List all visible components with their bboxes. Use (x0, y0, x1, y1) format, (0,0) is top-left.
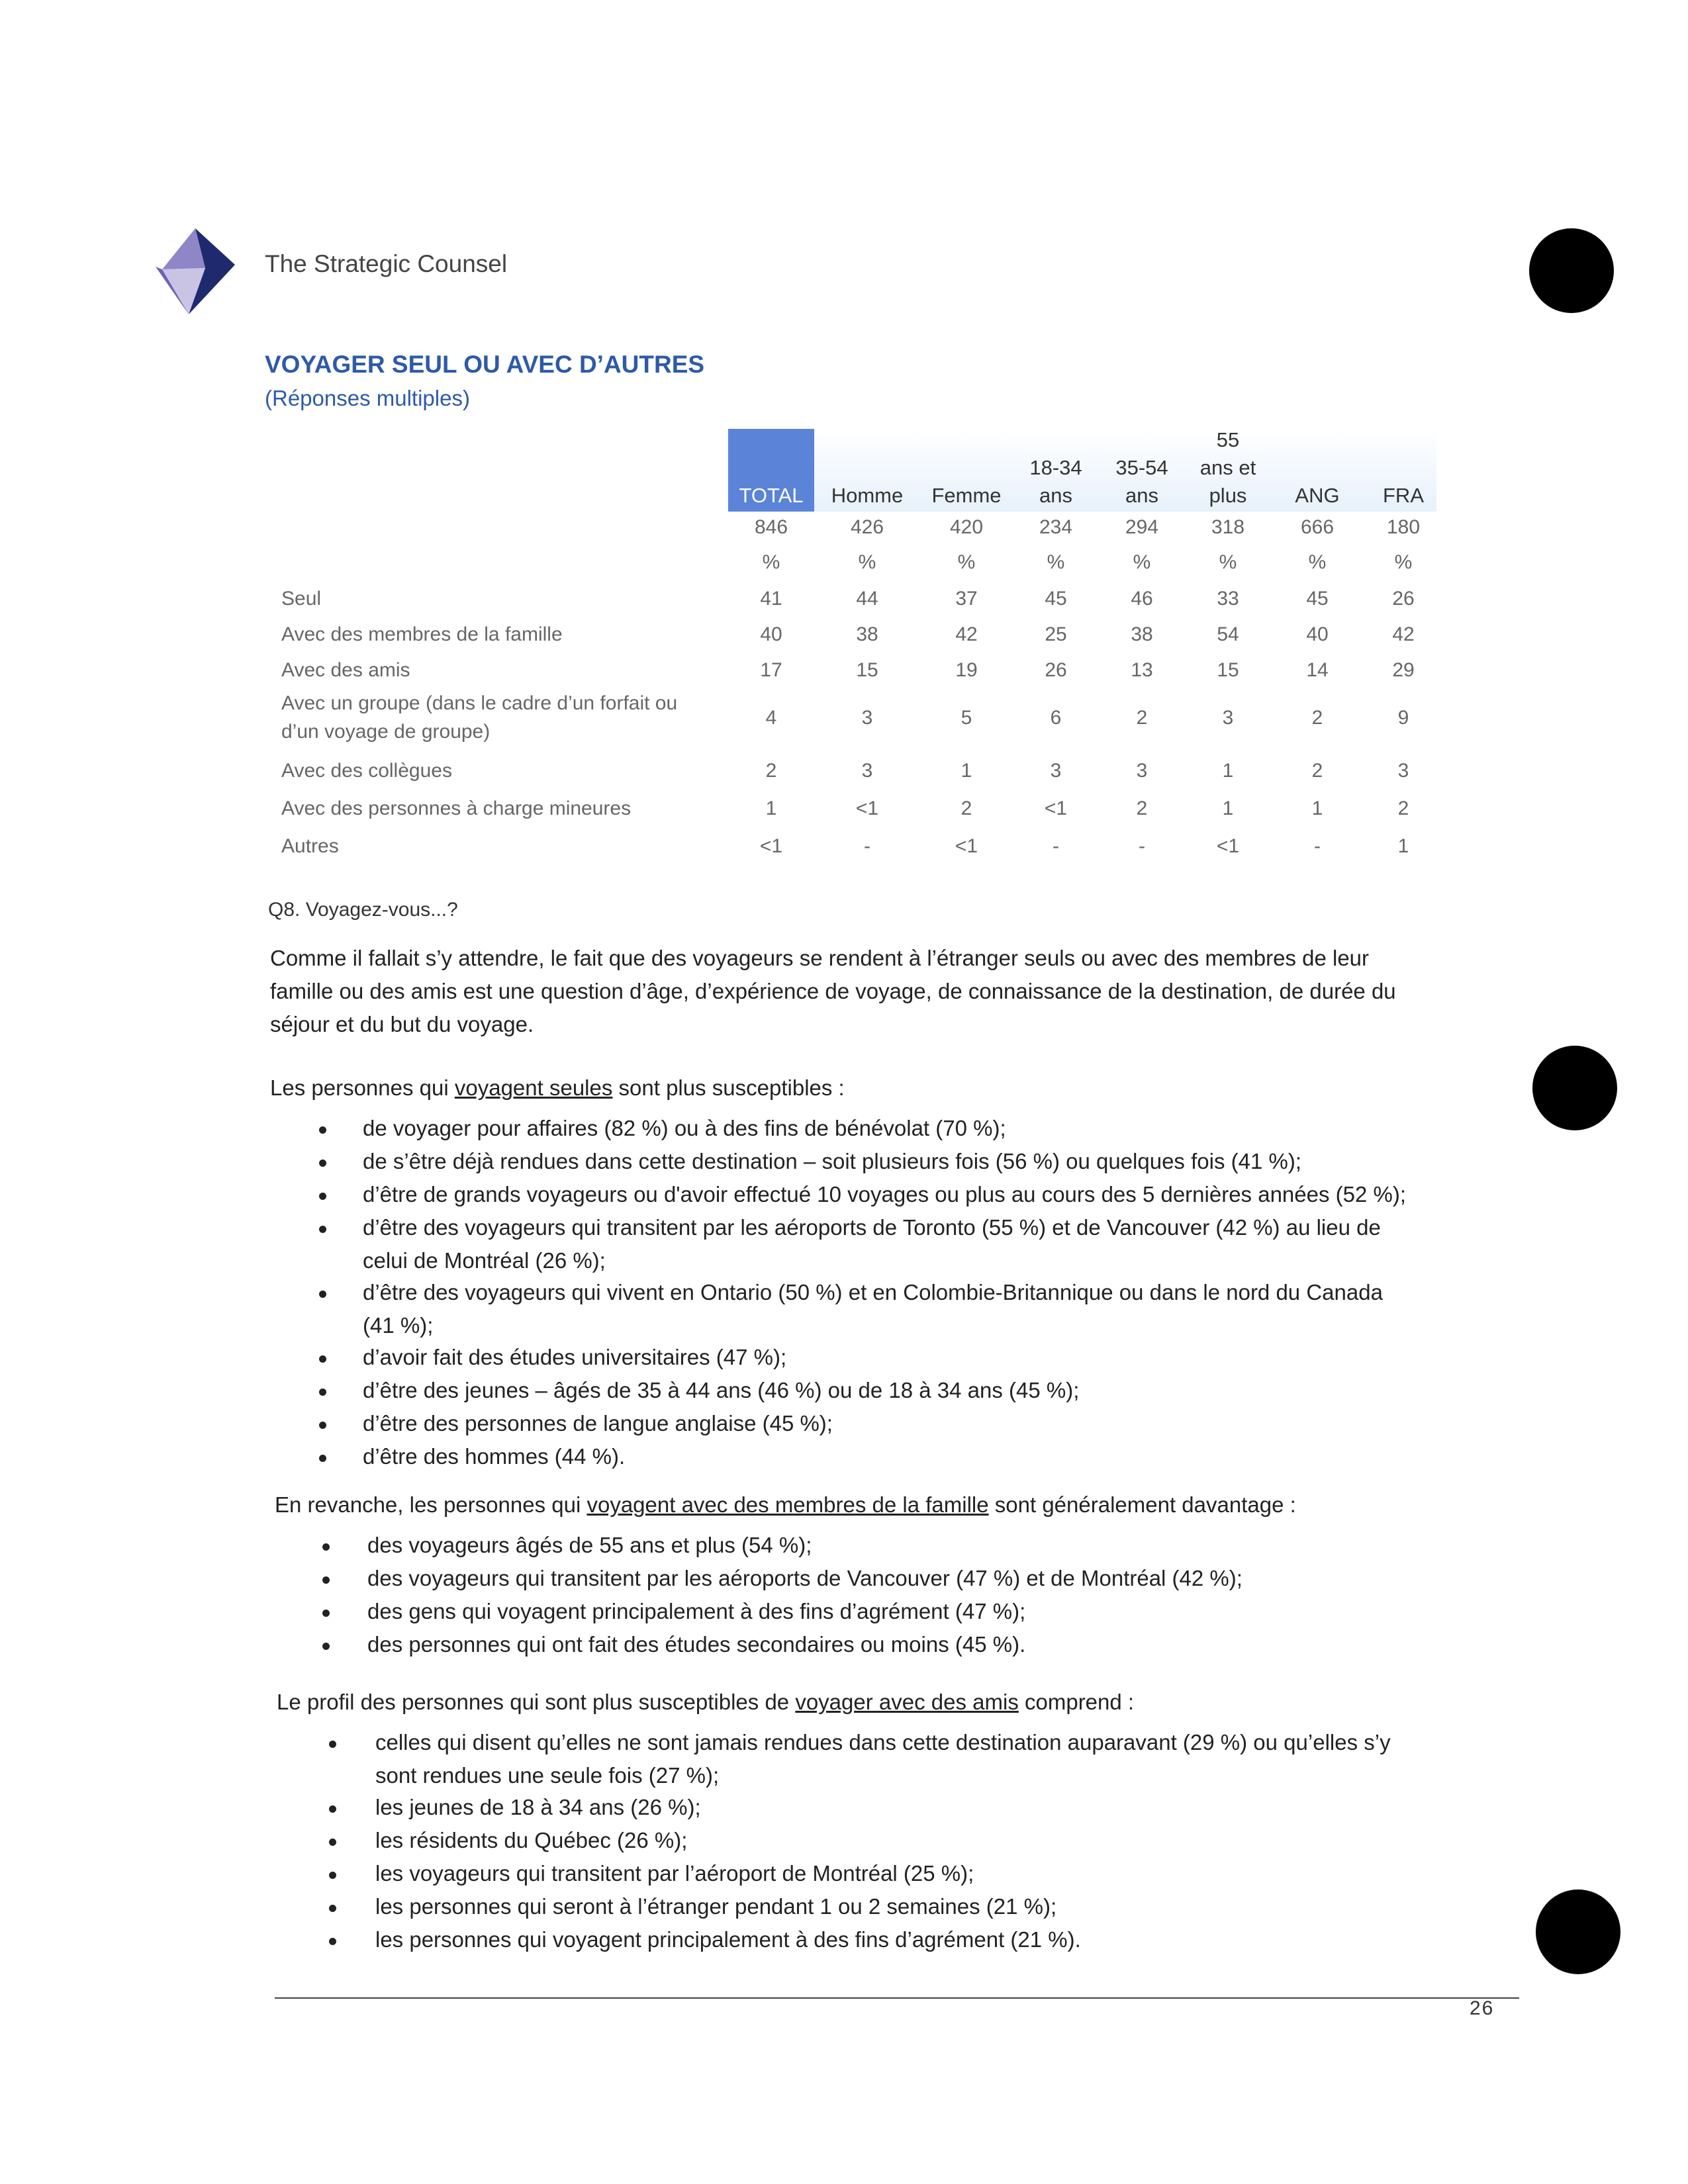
table-cell: 29 (1392, 659, 1415, 681)
column-header (1360, 482, 1446, 510)
column-header (728, 482, 814, 510)
row-label (281, 620, 718, 649)
bullet-dot-icon (329, 1872, 336, 1879)
row-label-line: Autres (281, 835, 339, 857)
column-header (923, 482, 1009, 510)
table-cell: 2 (1311, 707, 1323, 729)
row-label (281, 689, 718, 746)
percent-symbol: % (1308, 551, 1327, 573)
list-item (375, 1824, 687, 1857)
list-item-line: d’être des jeunes – âgés de 35 à 44 ans (46 %) ou de 18 à 34 ans (45 %); (363, 1378, 1080, 1402)
list-item (375, 1890, 1056, 1923)
table-cell: 6 (1050, 707, 1062, 729)
percent-symbol: % (1394, 551, 1413, 573)
bullet-dot-icon (319, 1126, 326, 1134)
list-item (375, 1791, 701, 1824)
list-item-line: les résidents du Québec (26 %); (375, 1828, 688, 1852)
section-lead-text: Les personnes qui (270, 1075, 455, 1100)
intro-paragraph-line: Comme il fallait s’y attendre, le fait que des voyageurs se rendent à l’étranger seuls ou avec des membres de leur (270, 946, 1370, 970)
table-cell: 13 (1131, 659, 1153, 681)
footer-rule (275, 1997, 1519, 1999)
table-cell: 1 (1222, 760, 1234, 782)
percent-symbol: % (1133, 551, 1151, 573)
table-cell: 41 (760, 588, 782, 610)
table-cell: 1 (1311, 797, 1323, 819)
percent-symbol: % (1047, 551, 1065, 573)
section-lead (275, 1492, 1296, 1518)
bullet-dot-icon (322, 1610, 330, 1617)
bullet-dot-icon (322, 1643, 330, 1650)
row-label-line: Avec des membres de la famille (281, 623, 563, 645)
table-cell: 42 (1392, 623, 1415, 645)
table-cell: <1 (1044, 797, 1068, 819)
bullet-dot-icon (329, 1938, 336, 1945)
row-label (281, 584, 718, 613)
table-cell: 3 (861, 707, 873, 729)
diamond-logo-icon (156, 228, 235, 314)
bullet-dot-icon (319, 1388, 326, 1396)
bullet-dot-icon (319, 1455, 326, 1462)
base-count: 318 (1211, 516, 1245, 538)
binder-hole (1536, 1889, 1620, 1974)
column-header-line: ans et (1199, 456, 1256, 479)
page-subtitle: (Réponses multiples) (265, 386, 470, 410)
bullet-dot-icon (319, 1226, 326, 1233)
column-header-line: 18-34 (1029, 456, 1082, 479)
list-item-line: (41 %); (363, 1313, 434, 1338)
column-header (1099, 454, 1185, 510)
column-header-line: ans (1125, 484, 1158, 507)
table-cell: - (1053, 835, 1059, 857)
list-item-line: les personnes qui seront à l’étranger pendant 1 ou 2 semaines (21 %); (375, 1894, 1057, 1919)
bullet-dot-icon (322, 1543, 330, 1551)
bullet-dot-icon (319, 1291, 326, 1298)
column-header-line: 55 (1216, 428, 1240, 451)
row-label-line: Avec des collègues (281, 760, 452, 782)
table-cell: 37 (955, 588, 978, 610)
table-cell: 15 (856, 659, 878, 681)
list-item-line: de s’être déjà rendues dans cette destination – soit plusieurs fois (56 %) ou quelques fois (41 %); (363, 1149, 1301, 1173)
section-lead-text: En revanche, les personnes qui (275, 1492, 587, 1517)
table-cell: <1 (759, 835, 783, 857)
list-item (363, 1407, 833, 1440)
list-item (363, 1276, 1383, 1342)
column-header (1274, 482, 1360, 510)
bullet-dot-icon (322, 1576, 330, 1584)
list-item-line: des personnes qui ont fait des études secondaires ou moins (45 %). (367, 1632, 1026, 1657)
list-item-line: des gens qui voyagent principalement à des fins d’agrément (47 %); (367, 1599, 1026, 1623)
list-item (367, 1562, 1243, 1595)
list-item-line: les personnes qui voyagent principalement à des fins d’agrément (21 %). (375, 1927, 1081, 1952)
list-item-line: celui de Montréal (26 %); (363, 1248, 606, 1273)
table-cell: 2 (765, 760, 777, 782)
bullet-dot-icon (329, 1839, 336, 1846)
list-item-line: des voyageurs qui transitent par les aéroports de Vancouver (47 %) et de Montréal (42 %); (367, 1566, 1243, 1590)
table-cell: - (1139, 835, 1145, 857)
brand-name: The Strategic Counsel (265, 250, 508, 277)
table-cell: 19 (955, 659, 978, 681)
table-cell: 3 (1397, 760, 1409, 782)
table-cell: 46 (1131, 588, 1153, 610)
bullet-dot-icon (319, 1193, 326, 1200)
table-cell: 3 (1136, 760, 1148, 782)
bullet-dot-icon (329, 1805, 336, 1813)
table-cell: 2 (1397, 797, 1409, 819)
binder-hole (1532, 1046, 1617, 1130)
row-label (281, 656, 718, 684)
list-item (363, 1211, 1381, 1277)
list-item-line: d’être des voyageurs qui vivent en Ontario (50 %) et en Colombie-Britannique ou dans le nord du Canada (363, 1280, 1383, 1304)
percent-symbol: % (858, 551, 876, 573)
list-item (367, 1529, 812, 1562)
table-cell: 2 (1136, 797, 1148, 819)
list-item (375, 1923, 1081, 1956)
section-lead-emphasis: voyager avec des amis (795, 1690, 1019, 1714)
table-cell: 2 (961, 797, 972, 819)
table-cell: 17 (760, 659, 782, 681)
table-cell: 1 (765, 797, 777, 819)
binder-hole (1529, 228, 1614, 313)
table-cell: 5 (961, 707, 972, 729)
table-cell: 26 (1045, 659, 1067, 681)
base-count: 420 (949, 516, 984, 538)
bullet-dot-icon (319, 1355, 326, 1363)
column-header-line: ANG (1295, 484, 1340, 507)
column-header-line: FRA (1383, 484, 1424, 507)
list-item-line: de voyager pour affaires (82 %) ou à des fins de bénévolat (70 %); (363, 1116, 1006, 1140)
table-cell: 38 (856, 623, 878, 645)
table-cell: 26 (1392, 588, 1415, 610)
section-lead-emphasis: voyagent seules (454, 1075, 613, 1100)
list-item-line: d’être de grands voyageurs ou d'avoir effectué 10 voyages ou plus au cours des 5 dernières années (52 %); (363, 1182, 1407, 1206)
list-item (363, 1440, 625, 1473)
section-lead-text: Le profil des personnes qui sont plus susceptibles de (277, 1690, 796, 1714)
base-count: 846 (754, 516, 788, 538)
list-item (367, 1628, 1025, 1661)
table-cell: <1 (855, 797, 879, 819)
table-cell: 38 (1131, 623, 1153, 645)
section-lead-emphasis: voyagent avec des membres de la famille (586, 1492, 989, 1517)
table-cell: 54 (1217, 623, 1239, 645)
row-label-line: Avec des amis (281, 659, 410, 681)
table-cell: 40 (1306, 623, 1329, 645)
bullet-dot-icon (319, 1160, 326, 1167)
column-header-line: TOTAL (739, 484, 804, 507)
question-label: Q8. Voyagez-vous...? (268, 899, 458, 921)
list-item (363, 1145, 1301, 1178)
list-item-line: celles qui disent qu’elles ne sont jamais rendues dans cette destination auparavant (29 %) ou qu’elles s’y (375, 1730, 1391, 1754)
table-cell: 1 (1222, 797, 1234, 819)
list-item (363, 1178, 1406, 1211)
table-cell: <1 (955, 835, 978, 857)
list-item-line: d’être des personnes de langue anglaise (45 %); (363, 1411, 833, 1435)
column-header (1013, 454, 1099, 510)
bullet-dot-icon (319, 1422, 326, 1429)
page-title: VOYAGER SEUL OU AVEC D’AUTRES (265, 351, 705, 378)
base-count: 294 (1125, 516, 1159, 538)
table-cell: 9 (1397, 707, 1409, 729)
list-item (363, 1112, 1006, 1145)
list-item (363, 1374, 1079, 1407)
list-item-line: sont rendues une seule fois (27 %); (375, 1763, 720, 1788)
percent-symbol: % (957, 551, 976, 573)
list-item (367, 1595, 1025, 1628)
table-cell: 45 (1306, 588, 1329, 610)
section-lead (270, 1075, 845, 1101)
row-label (281, 756, 718, 785)
list-item (375, 1726, 1391, 1792)
page-number: 26 (1470, 1997, 1495, 2019)
table-cell: 45 (1045, 588, 1067, 610)
table-cell: 1 (1397, 835, 1409, 857)
table-cell: 4 (765, 707, 777, 729)
table-cell: 1 (961, 760, 972, 782)
bullet-dot-icon (329, 1741, 336, 1748)
column-header (1185, 426, 1271, 510)
column-header-line: 35-54 (1115, 456, 1168, 479)
table-cell: 3 (1050, 760, 1062, 782)
table-cell: 15 (1217, 659, 1239, 681)
list-item (375, 1857, 974, 1890)
base-count: 234 (1039, 516, 1073, 538)
column-header-line: plus (1209, 484, 1247, 507)
row-label-line: d’un voyage de groupe) (281, 721, 491, 743)
row-label-line: Seul (281, 588, 322, 610)
section-lead-text: sont généralement davantage : (988, 1492, 1296, 1517)
row-label (281, 794, 718, 823)
table-cell: 3 (1222, 707, 1234, 729)
base-count: 180 (1386, 516, 1421, 538)
column-header (824, 482, 910, 510)
table-cell: 25 (1045, 623, 1067, 645)
section-lead (277, 1690, 1134, 1715)
list-item-line: les voyageurs qui transitent par l’aéroport de Montréal (25 %); (375, 1861, 974, 1886)
column-header-line: Homme (831, 484, 904, 507)
percent-symbol: % (762, 551, 780, 573)
table-cell: 33 (1217, 588, 1239, 610)
row-label (281, 832, 718, 860)
list-item-line: les jeunes de 18 à 34 ans (26 %); (375, 1795, 701, 1819)
section-lead-text: sont plus susceptibles : (612, 1075, 845, 1100)
column-header-line: Femme (931, 484, 1002, 507)
table-cell: 40 (760, 623, 782, 645)
table-cell: 42 (955, 623, 978, 645)
base-count: 426 (850, 516, 884, 538)
section-lead-text: comprend : (1018, 1690, 1135, 1714)
column-header-line: ans (1039, 484, 1072, 507)
bullet-dot-icon (329, 1905, 336, 1912)
table-cell: 3 (861, 760, 873, 782)
list-item (363, 1341, 786, 1374)
table-cell: 2 (1136, 707, 1148, 729)
table-cell: - (1314, 835, 1321, 857)
base-count: 666 (1300, 516, 1335, 538)
row-label-line: Avec des personnes à charge mineures (281, 797, 632, 819)
percent-symbol: % (1219, 551, 1237, 573)
list-item-line: d’être des hommes (44 %). (363, 1444, 626, 1469)
row-label-line: Avec un groupe (dans le cadre d’un forfait ou (281, 692, 678, 714)
list-item-line: d’avoir fait des études universitaires (47 %); (363, 1345, 787, 1369)
intro-paragraph-line: famille ou des amis est une question d’âge, d’expérience de voyage, de connaissance de la destination, de durée du (270, 979, 1396, 1003)
list-item-line: des voyageurs âgés de 55 ans et plus (54 %); (367, 1533, 812, 1557)
table-cell: 2 (1311, 760, 1323, 782)
intro-paragraph-line: séjour et du but du voyage. (270, 1012, 534, 1036)
table-cell: 14 (1306, 659, 1329, 681)
list-item-line: d’être des voyageurs qui transitent par les aéroports de Toronto (55 %) et de Vancouver (42 %) au lieu de (363, 1215, 1381, 1240)
table-cell: 44 (856, 588, 878, 610)
table-cell: - (864, 835, 870, 857)
table-cell: <1 (1216, 835, 1240, 857)
